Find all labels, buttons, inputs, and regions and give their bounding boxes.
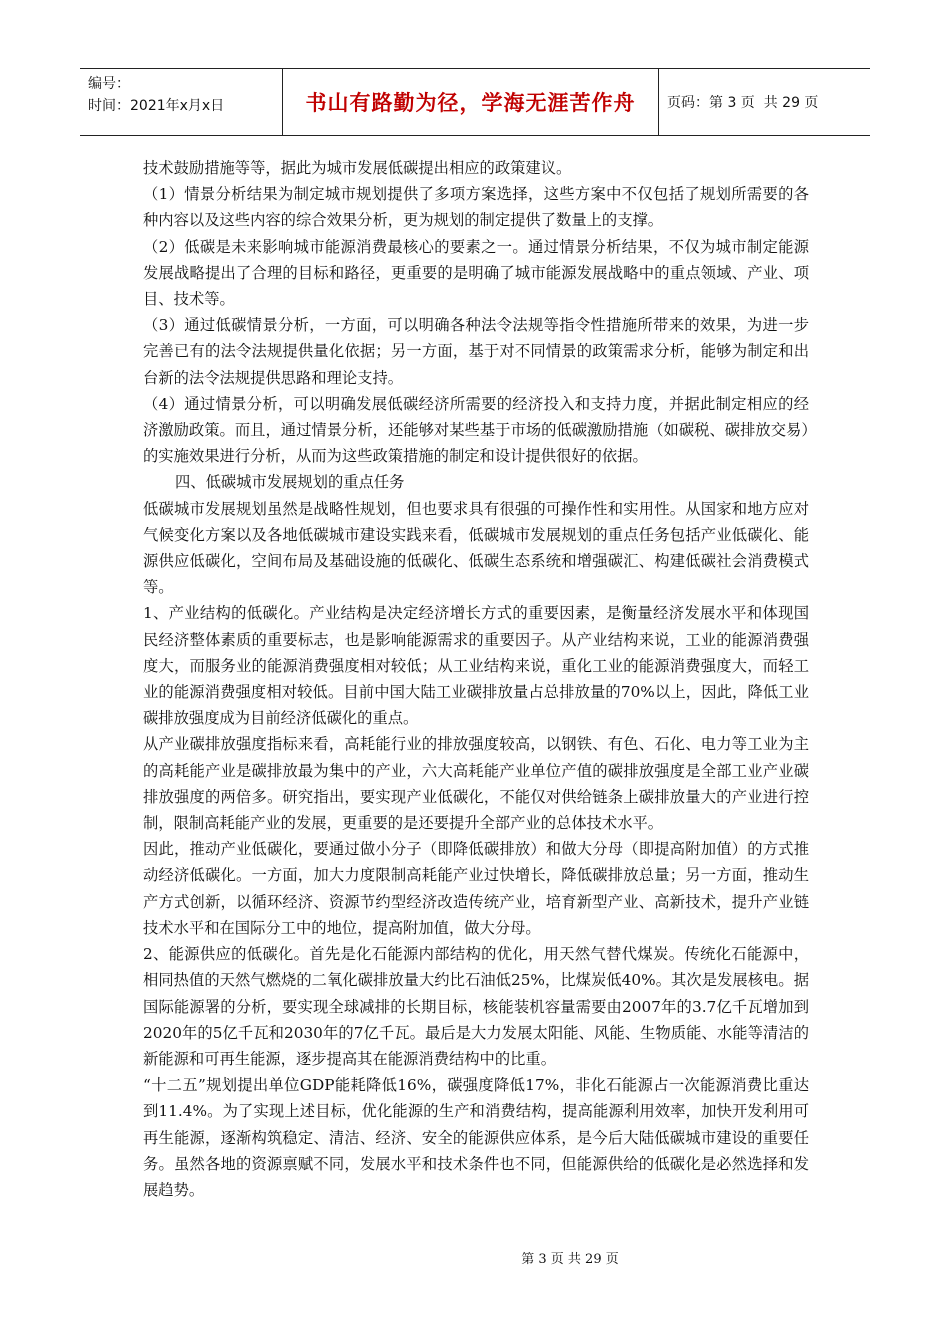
paragraph: 技术鼓励措施等等，据此为城市发展低碳提出相应的政策建议。 <box>143 159 572 177</box>
paragraph: 低碳城市发展规划虽然是战略性规划，但也要求具有很强的可操作性和实用性。从国家和地方应对气候变化方案以及各地低碳城市建设实践来看，低碳城市发展规划的重点任务包括产业低碳化、能源供应低碳化，空间布局及基础设施的低碳化、低碳生态系统和增强碳汇、构建低碳社会消费模式等。 <box>143 499 809 597</box>
paragraph: 因此，推动产业低碳化，要通过做小分子（即降低碳排放）和做大分母（即提高附加值）的方式推动经济低碳化。一方面，加大力度限制高耗能产业过快增长，降低碳排放总量；另一方面，推动生产方式创新，以循环经济、资源节约型经济改造传统产业，培育新型产业、高新技术，提升产业链技术水平和在国际分工中的地位，提高附加值，做大分母。 <box>143 840 809 937</box>
header-motto-cell <box>283 69 659 135</box>
document-body <box>143 155 809 1203</box>
paragraph: “十二五”规划提出单位GDP能耗降低16%，碳强度降低17%，非化石能源占一次能源消费比重达到11.4%。为了实现上述目标，优化能源的生产和消费结构，提高能源利用效率，加快开发利用可再生能源，逐渐构筑稳定、清洁、经济、安全的能源供应体系，是今后大陆低碳城市建设的重要任务。虽然各地的资源禀赋不同，发展水平和技术条件也不同，但能源供给的低碳化是必然选择和发展趋势。 <box>143 1076 809 1199</box>
page-header <box>80 68 870 136</box>
paragraph: 1、产业结构的低碳化。产业结构是决定经济增长方式的重要因素，是衡量经济发展水平和体现国民经济整体素质的重要标志，也是影响能源需求的重要因子。从产业结构来说，工业的能源消费强度大，而服务业的能源消费强度相对较低；从工业结构来说，重化工业的能源消费强度大，而轻工业的能源消费强度相对较低。目前中国大陆工业碳排放量占总排放量的70%以上，因此，降低工业碳排放强度成为目前经济低碳化的重点。 <box>143 604 809 728</box>
page-footer: 第 3 页 共 29 页 <box>521 1252 619 1267</box>
paragraph: 从产业碳排放强度指标来看，高耗能行业的排放强度较高，以钢铁、有色、石化、电力等工业为主的高耗能产业是碳排放最为集中的产业，六大高耗能产业单位产值的碳排放强度是全部工业产业碳排放强度的两倍多。研究指出，要实现产业低碳化，不能仅对供给链条上碳排放量大的产业进行控制，限制高耗能产业的发展，更重要的是还要提升全部产业的总体技术水平。 <box>143 735 809 833</box>
paragraph: （3）通过低碳情景分析，一方面，可以明确各种法令法规等指令性措施所带来的效果，为进一步完善已有的法令法规提供量化依据；另一方面，基于对不同情景的政策需求分析，能够为制定和出台新的法令法规提供思路和理论支持。 <box>143 316 809 387</box>
header-page-number: 页码：第 3 页 共 29 页 <box>667 95 819 111</box>
document-number-label: 编号： <box>88 76 130 92</box>
header-motto: 书山有路勤为径，学海无涯苦作舟 <box>305 91 636 115</box>
paragraph: （1）情景分析结果为制定城市规划提供了多项方案选择，这些方案中不仅包括了规划所需要的各种内容以及这些内容的综合效果分析，更为规划的制定提供了数量上的支撑。 <box>143 185 809 230</box>
header-meta <box>80 69 283 135</box>
paragraph: （2）低碳是未来影响城市能源消费最核心的要素之一。通过情景分析结果，不仅为城市制定能源发展战略提出了合理的目标和路径，更重要的是明确了城市能源发展战略中的重点领域、产业、项目、技术等。 <box>143 237 809 309</box>
paragraph: 2、能源供应的低碳化。首先是化石能源内部结构的优化，用天然气替代煤炭。传统化石能源中，相同热值的天然气燃烧的二氧化碳排放量大约比石油低25%，比煤炭低40%。其次是发展核电。据国际能源署的分析，要实现全球减排的长期目标，核能装机容量需要由2007年的3.7亿千瓦增加到2020年的5亿千瓦和2030年的7亿千瓦。最后是大力发展太阳能、风能、生物质能、水能等清洁的新能源和可再生能源，逐步提高其在能源消费结构中的比重。 <box>143 945 809 1068</box>
document-time-label: 时间：2021年x月x日 <box>88 98 225 114</box>
section-heading: 四、低碳城市发展规划的重点任务 <box>175 473 405 492</box>
paragraph: （4）通过情景分析，可以明确发展低碳经济所需要的经济投入和支持力度，并据此制定相应的经济激励政策。而且，通过情景分析，还能够对某些基于市场的低碳激励措施（如碳税、碳排放交易）的实施效果进行分析，从而为这些政策措施的制定和设计提供很好的依据。 <box>143 394 809 466</box>
